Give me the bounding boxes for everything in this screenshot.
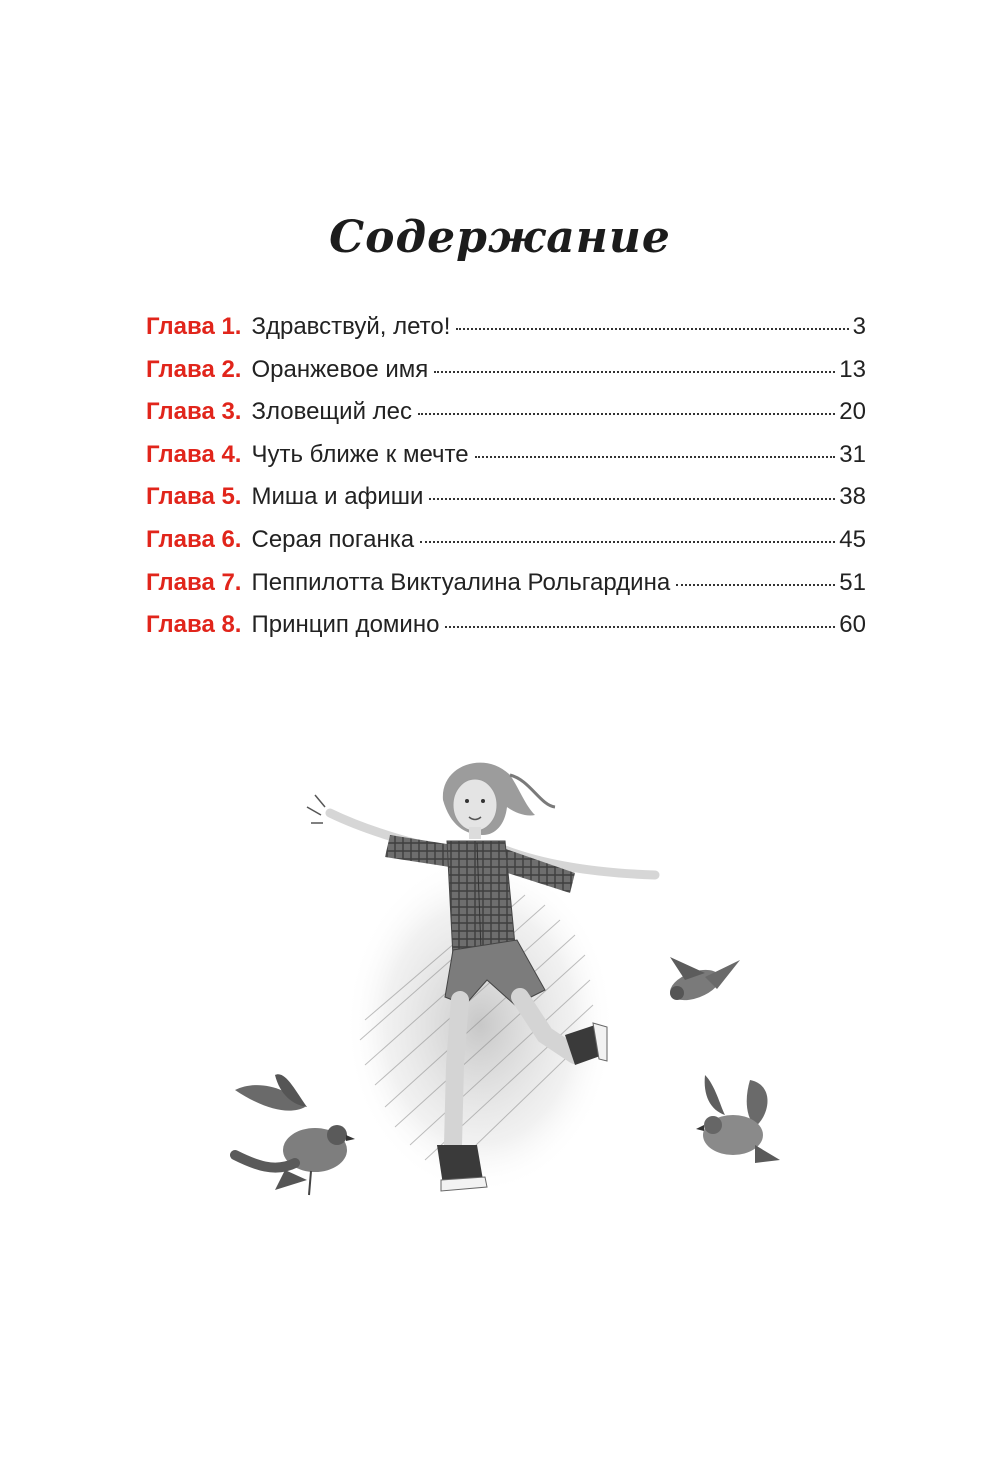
dot-leader	[676, 584, 835, 586]
chapter-label: Глава 8.	[146, 611, 242, 639]
dot-leader	[456, 328, 848, 330]
toc-entry	[146, 476, 866, 519]
chapter-title: Здравствуй, лето!	[251, 313, 451, 340]
running-girl-with-pigeons-illustration	[215, 735, 785, 1235]
page-number: 13	[839, 355, 866, 383]
chapter-title: Пеппилотта Виктуалина Рольгардина	[251, 568, 671, 596]
chapter-title: Зловещий лес	[251, 398, 413, 426]
toc-entry	[146, 519, 866, 562]
page-number: 38	[839, 483, 866, 511]
chapter-title: Чуть ближе к мечте	[251, 440, 469, 468]
chapter-label: Глава 3.	[146, 398, 242, 426]
chapter-label: Глава 5.	[146, 483, 242, 511]
chapter-title: Оранжевое имя	[251, 355, 429, 383]
dot-leader	[434, 371, 835, 373]
table-of-contents	[146, 306, 866, 647]
page-title: Содержание	[329, 212, 671, 263]
page-number: 31	[839, 440, 866, 468]
page-number: 20	[839, 398, 866, 426]
toc-entry	[146, 434, 866, 477]
chapter-title: Принцип домино	[251, 611, 440, 639]
chapter-title: Серая поганка	[251, 525, 415, 553]
chapter-label: Глава 6.	[146, 525, 242, 553]
toc-entry	[146, 562, 866, 605]
toc-entry	[146, 306, 866, 349]
dot-leader	[475, 456, 836, 458]
chapter-title: Миша и афиши	[251, 483, 424, 511]
chapter-label: Глава 1.	[146, 313, 242, 340]
pigeon-icon	[696, 1075, 780, 1163]
pigeon-icon	[666, 957, 740, 1006]
toc-entry	[146, 349, 866, 392]
chapter-label: Глава 7.	[146, 568, 242, 596]
page-number: 3	[852, 313, 866, 340]
chapter-label: Глава 4.	[146, 440, 242, 468]
toc-entry	[146, 391, 866, 434]
chapter-label: Глава 2.	[146, 355, 242, 383]
page-number: 45	[839, 525, 866, 553]
dot-leader	[445, 626, 835, 628]
dot-leader	[420, 541, 835, 543]
page-number: 51	[839, 568, 866, 596]
dot-leader	[418, 413, 835, 415]
dot-leader	[429, 498, 835, 500]
toc-entry	[146, 604, 866, 647]
page-number: 60	[839, 611, 866, 639]
pigeon-icon	[235, 1074, 355, 1195]
